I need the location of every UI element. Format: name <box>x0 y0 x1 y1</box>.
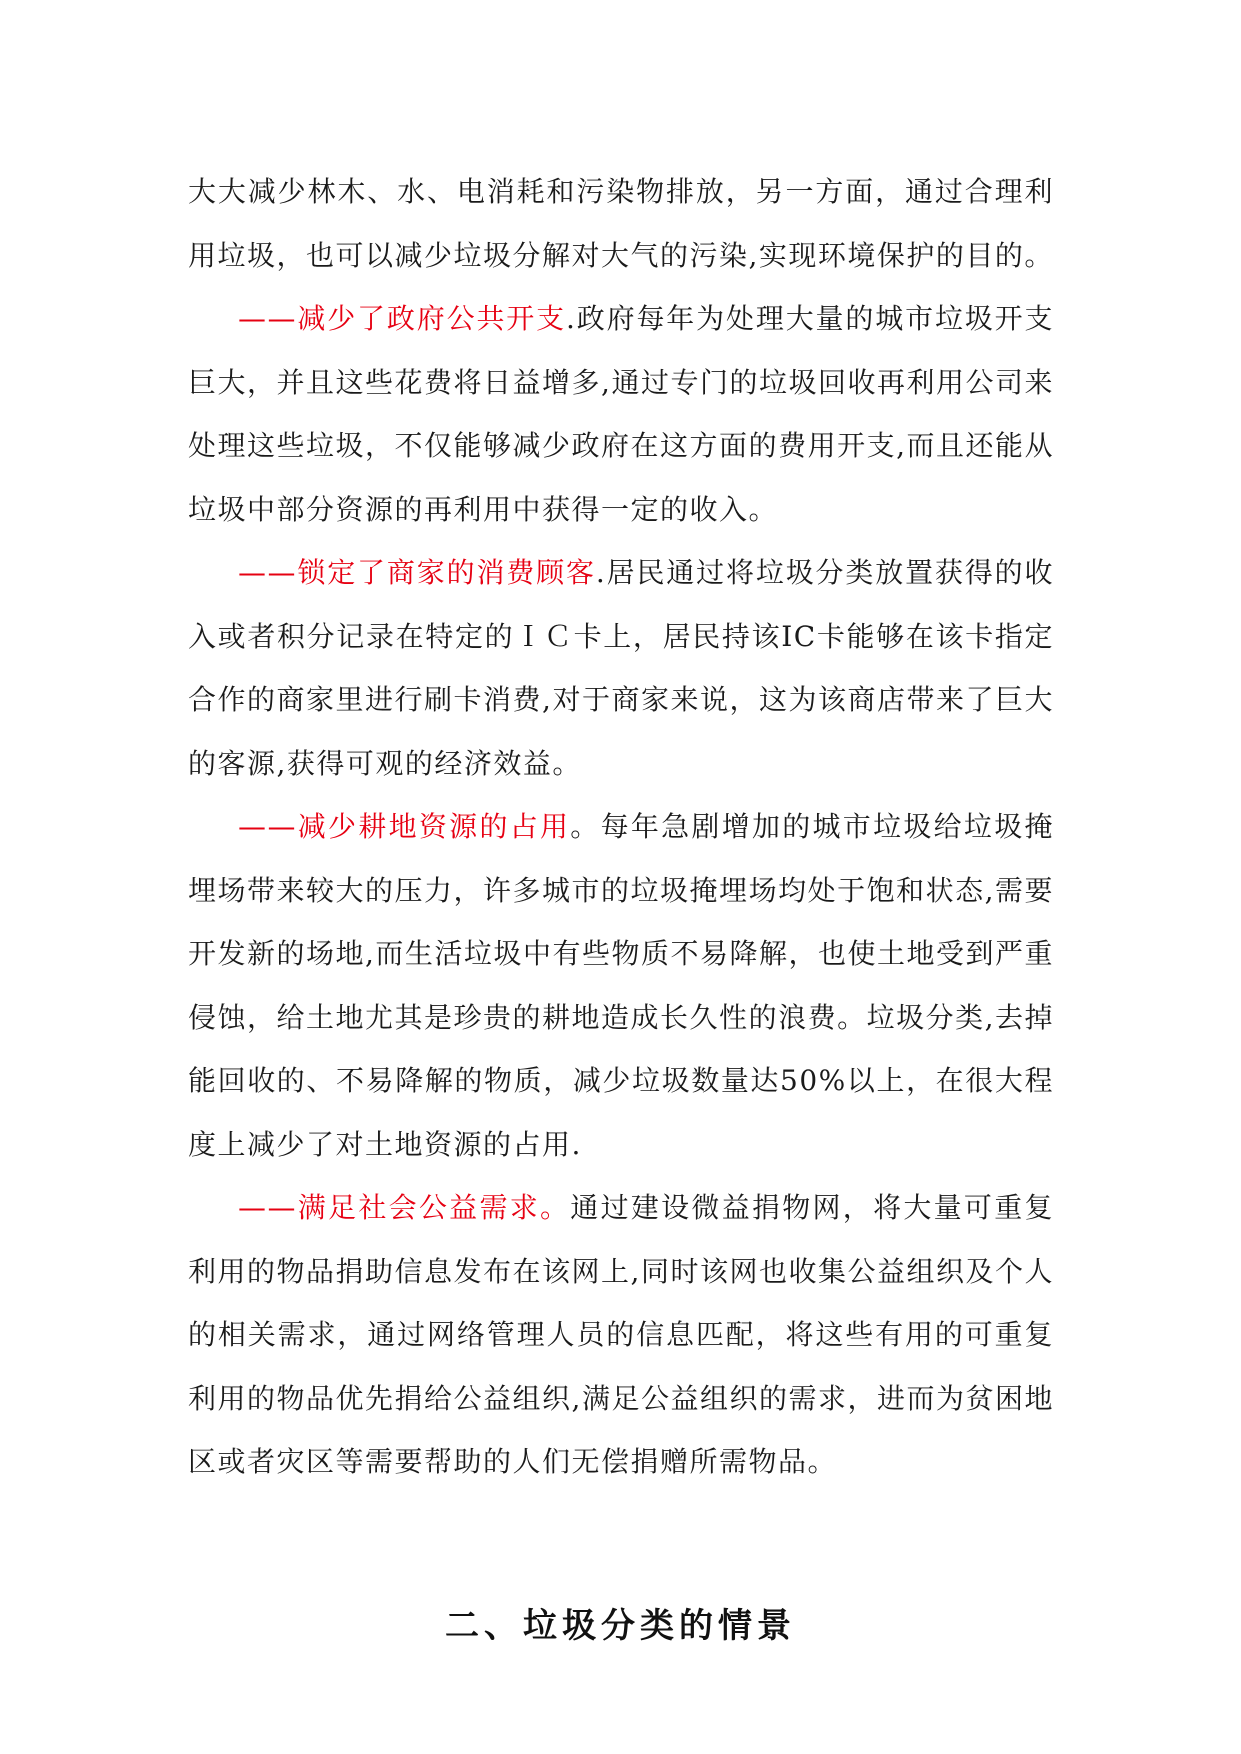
paragraph-public-welfare <box>188 1176 1054 1494</box>
paragraph-text: 大大减少林木、水、电消耗和污染物排放，另一方面，通过合理利用垃圾，也可以减少垃圾分解对大气的污染,实现环境保护的目的。 <box>188 175 1054 272</box>
paragraph-text: .居民通过将垃圾分类放置获得的收入或者积分记录在特定的ＩＣ卡上，居民持该IC卡能够在该卡指定合作的商家里进行刷卡消费,对于商家来说，这为该商店带来了巨大的客源,获得可观的经济效益。 <box>188 556 1054 780</box>
paragraph-continuation <box>188 160 1054 287</box>
paragraph-lead-red: ——满足社会公益需求。 <box>238 1191 571 1224</box>
paragraph-reduce-land-use <box>188 795 1054 1176</box>
body-text <box>188 160 1054 1494</box>
paragraph-lead-red: ——减少了政府公共开支 <box>238 302 566 335</box>
paragraph-reduce-public-spending <box>188 287 1054 541</box>
section-heading: 二、垃圾分类的情景 <box>445 1606 796 1646</box>
paragraph-text: .政府每年为处理大量的城市垃圾开支巨大，并且这些花费将日益增多,通过专门的垃圾回收再利用公司来处理这些垃圾，不仅能够减少政府在这方面的费用开支,而且还能从垃圾中部分资源的再利用中获得一定的收入。 <box>188 302 1054 526</box>
paragraph-lead-red: ——减少耕地资源的占用 <box>238 810 571 843</box>
paragraph-text: 通过建设微益捐物网，将大量可重复利用的物品捐助信息发布在该网上,同时该网也收集公益组织及个人的相关需求，通过网络管理人员的信息匹配，将这些有用的可重复利用的物品优先捐给公益组织,满足公益组织的需求，进而为贫困地区或者灾区等需要帮助的人们无偿捐赠所需物品。 <box>188 1191 1054 1478</box>
paragraph-lead-red: ——锁定了商家的消费顾客 <box>238 556 596 589</box>
paragraph-lock-customers <box>188 541 1054 795</box>
paragraph-text: 。每年急剧增加的城市垃圾给垃圾掩埋场带来较大的压力，许多城市的垃圾掩埋场均处于饱和状态,需要开发新的场地,而生活垃圾中有些物质不易降解，也使土地受到严重侵蚀，给土地尤其是珍贵的耕地造成长久性的浪费。垃圾分类,去掉能回收的、不易降解的物质，减少垃圾数量达50%以上，在很大程度上减少了对土地资源的占用. <box>188 810 1054 1161</box>
